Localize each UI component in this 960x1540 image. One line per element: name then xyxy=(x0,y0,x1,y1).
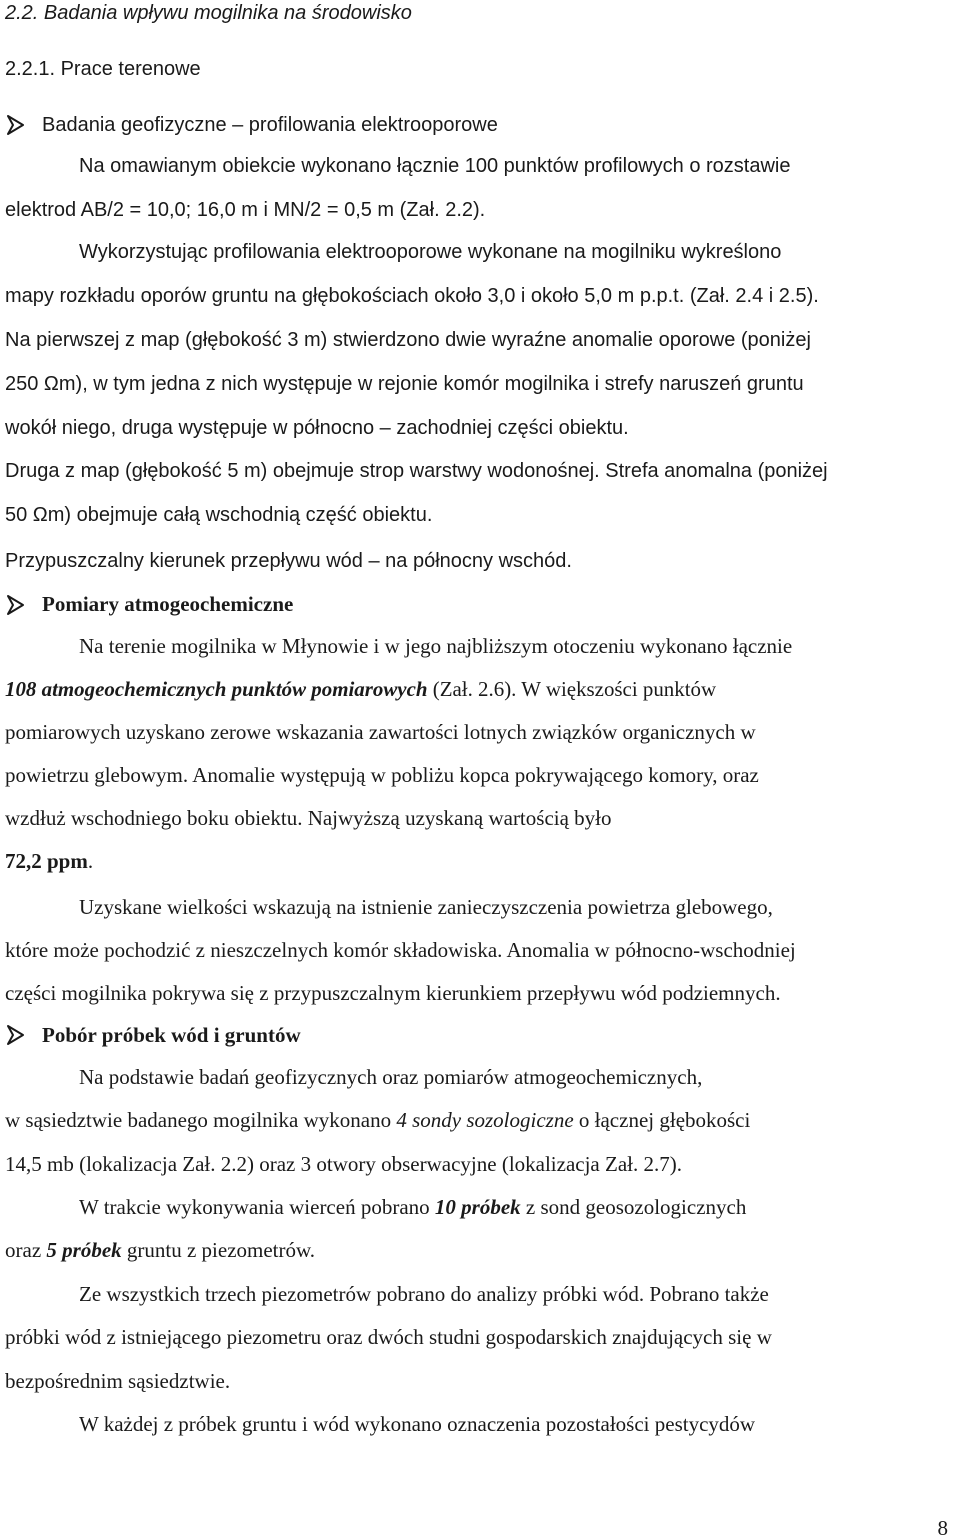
geofiz-p3-line1: Na pierwszej z map (głębokość 3 m) stwierdzono dwie wyraźne anomalie oporowe (poniżej xyxy=(5,329,811,351)
pobor-p2-line2-b: gruntu z piezometrów. xyxy=(126,1238,316,1262)
atmo-points-count: 108 atmogeochemicznych punktów pomiarowych xyxy=(5,677,428,701)
atmo-title: Pomiary atmogeochemiczne xyxy=(42,592,294,616)
atmo-line3: pomiarowych uzyskano zerowe wskazania zawartości lotnych związków organicznych w xyxy=(5,720,756,744)
geofiz-p1-line1: Na omawianym obiekcie wykonano łącznie 100 punktów profilowych o rozstawie xyxy=(79,155,791,177)
arrow-bullet-icon xyxy=(5,594,27,616)
atmo-line5: wzdłuż wschodniego boku obiektu. Najwyższą uzyskaną wartością było xyxy=(5,806,612,830)
pobor-p2-line2-a: oraz xyxy=(5,1238,42,1262)
pobor-p3-line3: bezpośrednim sąsiedztwie. xyxy=(5,1369,231,1393)
pobor-line3: 14,5 mb (lokalizacja Zał. 2.2) oraz 3 otwory obserwacyjne (lokalizacja Zał. 2.7). xyxy=(5,1152,682,1176)
pobor-10-probek: 10 próbek xyxy=(434,1195,521,1219)
pobor-line2 xyxy=(5,1110,750,1131)
pobor-p2-line1-b: z sond geosozologicznych xyxy=(525,1195,747,1219)
pobor-5-probek: 5 próbek xyxy=(46,1238,122,1262)
geofiz-p1-line2: elektrod AB/2 = 10,0; 16,0 m i MN/2 = 0,5 m (Zał. 2.2). xyxy=(5,199,486,221)
geofiz-title: Badania geofizyczne – profilowania elektrooporowe xyxy=(42,114,498,136)
geofiz-p2-line1: Wykorzystując profilowania elektrooporowe wykonane na mogilniku wykreślono xyxy=(79,241,782,263)
pobor-line2-a: w sąsiedztwie badanego mogilnika wykonano xyxy=(5,1108,392,1132)
section-heading: 2.2. Badania wpływu mogilnika na środowisko xyxy=(5,2,412,24)
pobor-line2-b: o łącznej głębokości xyxy=(578,1108,751,1132)
atmo-line2-rest: (Zał. 2.6). W większości punktów xyxy=(432,677,717,701)
arrow-bullet-icon xyxy=(5,114,27,136)
atmo-line6-rest: . xyxy=(87,849,94,873)
pobor-p2-line1 xyxy=(79,1197,746,1218)
atmo-p2-line3: części mogilnika pokrywa się z przypuszczalnym kierunkiem przepływu wód podziemnych. xyxy=(5,981,781,1005)
subsection-heading: 2.2.1. Prace terenowe xyxy=(5,58,201,80)
geofiz-p4-line2: 50 Ωm) obejmuje całą wschodnią część obiektu. xyxy=(5,504,433,526)
pobor-p3-line2: próbki wód z istniejącego piezometru oraz dwóch studni gospodarskich znajdujących się w xyxy=(5,1325,772,1349)
pobor-p3-line1: Ze wszystkich trzech piezometrów pobrano do analizy próbki wód. Pobrano także xyxy=(79,1282,769,1306)
geofiz-p2-line2: mapy rozkładu oporów gruntu na głębokościach około 3,0 i około 5,0 m p.p.t. (Zał. 2.4 i 2.5). xyxy=(5,285,819,307)
geofiz-p3-line3: wokół niego, druga występuje w północno – zachodniej części obiektu. xyxy=(5,417,629,439)
atmo-line1: Na terenie mogilnika w Młynowie i w jego najbliższym otoczeniu wykonano łącznie xyxy=(79,634,793,658)
geofiz-p5-line1: Przypuszczalny kierunek przepływu wód – na północny wschód. xyxy=(5,550,572,572)
atmo-p2-line2: które może pochodzić z nieszczelnych komór składowiska. Anomalia w północno-wschodniej xyxy=(5,938,796,962)
atmo-line4: powietrzu glebowym. Anomalie występują w pobliżu kopca pokrywającego komory, oraz xyxy=(5,763,759,787)
atmo-line6 xyxy=(5,851,93,872)
pobor-title: Pobór próbek wód i gruntów xyxy=(42,1023,301,1047)
geofiz-p3-line2: 250 Ωm), w tym jedna z nich występuje w rejonie komór mogilnika i strefy naruszeń gruntu xyxy=(5,373,804,395)
atmo-line2 xyxy=(5,679,955,700)
atmo-p2-line1: Uzyskane wielkości wskazują na istnienie zanieczyszczenia powietrza glebowego, xyxy=(79,895,773,919)
pobor-p2-line1-a: W trakcie wykonywania wierceń pobrano xyxy=(79,1195,430,1219)
pobor-line1: Na podstawie badań geofizycznych oraz pomiarów atmogeochemicznych, xyxy=(79,1065,703,1089)
pobor-p2-line2 xyxy=(5,1240,315,1261)
geofiz-p4-line1: Druga z map (głębokość 5 m) obejmuje strop warstwy wodonośnej. Strefa anomalna (poniżej xyxy=(5,460,828,482)
page-number: 8 xyxy=(937,1516,948,1540)
atmo-max-value: 72,2 ppm xyxy=(5,849,88,873)
arrow-bullet-icon xyxy=(5,1024,27,1046)
pobor-p4-line1: W każdej z próbek gruntu i wód wykonano oznaczenia pozostałości pestycydów xyxy=(79,1412,756,1436)
pobor-sondy: 4 sondy sozologiczne xyxy=(396,1108,574,1132)
